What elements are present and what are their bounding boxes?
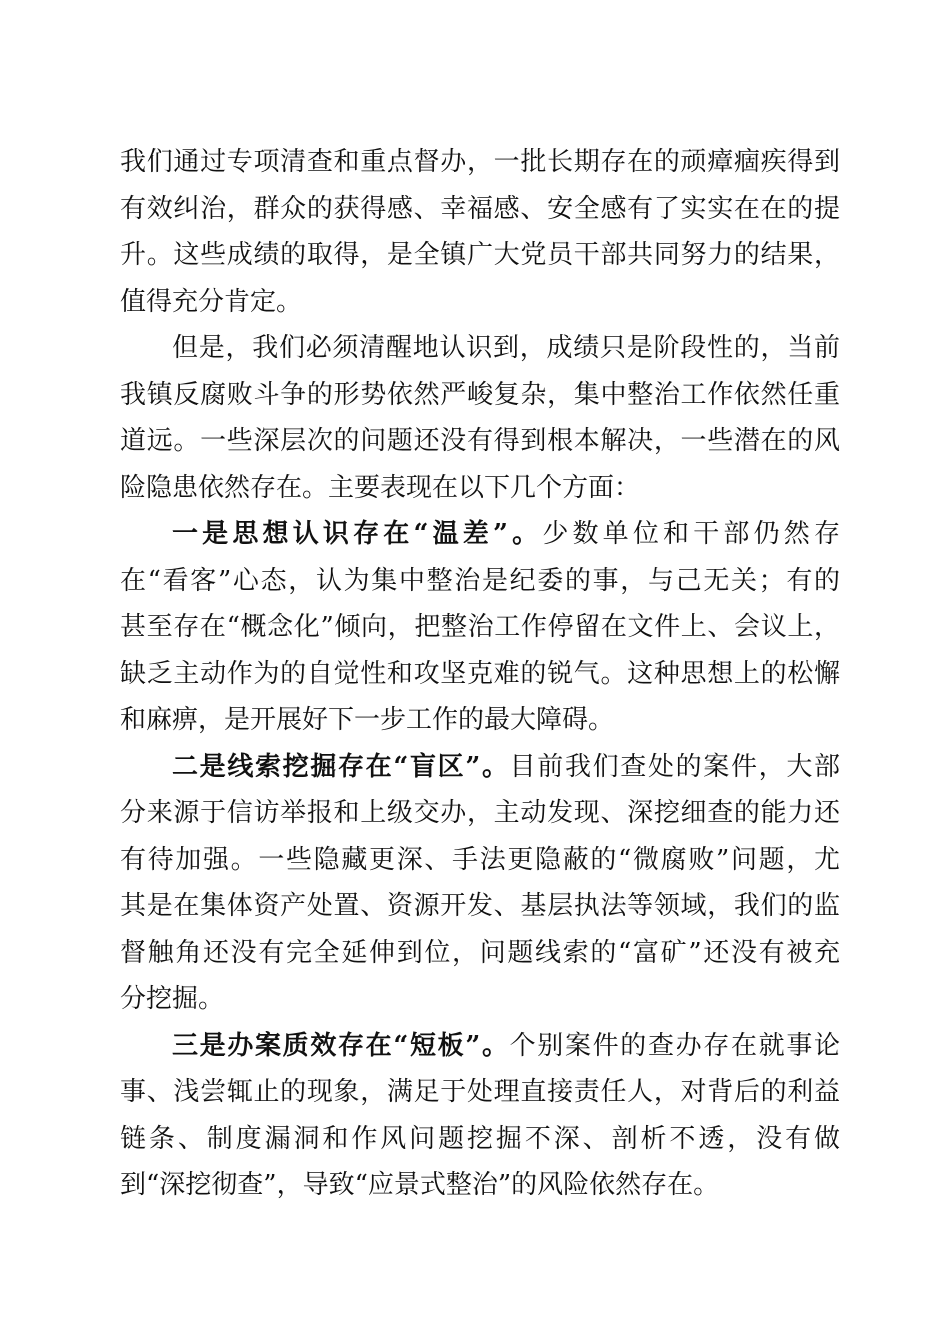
text-line: 到“深挖彻查”，导致“应景式整治”的风险依然存在。 <box>120 1170 720 1200</box>
text-line: 分挖掘。 <box>120 984 225 1014</box>
text-line: 道远。一些深层次的问题还没有得到根本解决，一些潜在的风 <box>120 426 840 456</box>
text-line: 甚至存在“概念化”倾向，把整治工作停留在文件上、会议上， <box>120 612 840 642</box>
lead-phrase: 一是思想认识存在“温差”。 <box>172 519 543 549</box>
lead-rest: 目前我们查处的案件，大部 <box>509 752 840 782</box>
text-line: 但是，我们必须清醒地认识到，成绩只是阶段性的，当前 <box>172 333 840 363</box>
text-line: 我镇反腐败斗争的形势依然严峻复杂，集中整治工作依然任重 <box>120 380 840 410</box>
text-line: 在“看客”心态，认为集中整治是纪委的事，与己无关；有的 <box>120 566 840 596</box>
text-line: 我们通过专项清查和重点督办，一批长期存在的顽瘴痼疾得到 <box>120 147 840 177</box>
text-line: 督触角还没有完全延伸到位，问题线索的“富矿”还没有被充 <box>120 938 840 968</box>
lead-rest: 个别案件的查办存在就事论 <box>509 1031 840 1061</box>
text-line: 险隐患依然存在。主要表现在以下几个方面： <box>120 473 641 503</box>
text-line: 值得充分肯定。 <box>120 287 303 317</box>
text-line: 链条、制度漏洞和作风问题挖掘不深、剖析不透，没有做 <box>120 1124 840 1154</box>
text-line: 有效纠治，群众的获得感、幸福感、安全感有了实实在在的提 <box>120 194 840 224</box>
text-line: 缺乏主动作为的自觉性和攻坚克难的锐气。这种思想上的松懈 <box>120 659 840 689</box>
lead-rest: 少数单位和干部仍然存 <box>542 519 840 549</box>
text-line: 有待加强。一些隐藏更深、手法更隐蔽的“微腐败”问题，尤 <box>120 845 840 875</box>
text-line <box>172 745 840 789</box>
text-line <box>172 1024 840 1068</box>
text-line: 分来源于信访举报和上级交办，主动发现、深挖细查的能力还 <box>120 798 840 828</box>
lead-phrase: 三是办案质效存在“短板”。 <box>172 1031 510 1061</box>
lead-phrase: 二是线索挖掘存在“盲区”。 <box>172 752 510 782</box>
text-line <box>172 512 840 556</box>
text-line: 其是在集体资产处置、资源开发、基层执法等领域，我们的监 <box>120 891 840 921</box>
text-line: 和麻痹，是开展好下一步工作的最大障碍。 <box>120 705 615 735</box>
text-line: 事、浅尝辄止的现象，满足于处理直接责任人，对背后的利益 <box>120 1077 840 1107</box>
text-line: 升。这些成绩的取得，是全镇广大党员干部共同努力的结果， <box>120 240 840 270</box>
